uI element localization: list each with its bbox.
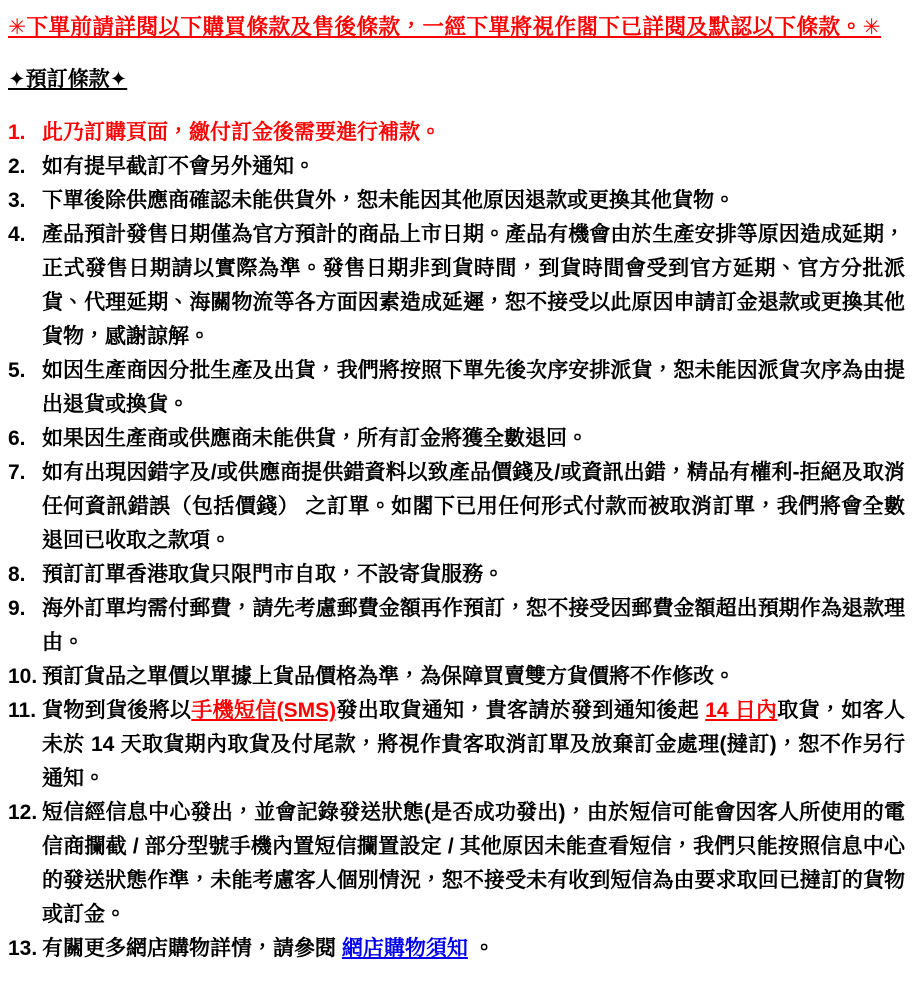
term-segment: 有關更多網店購物詳情，請參閱 (42, 937, 342, 960)
pre-order-warning-banner: ✳下單前請詳閱以下購買條款及售後條款，一經下單將視作閣下已詳閱及默認以下條款。✳ (8, 15, 882, 39)
term-number: 11. (8, 699, 37, 722)
terms-list (8, 116, 905, 966)
term-number: 13. (8, 937, 38, 960)
term-item (8, 592, 905, 660)
term-segment: 手機短信(SMS) (191, 699, 337, 722)
term-number: 12. (8, 801, 38, 824)
term-item (8, 218, 905, 354)
term-item (8, 184, 905, 218)
term-number: 5. (8, 359, 26, 382)
term-number: 7. (8, 461, 26, 484)
term-item (8, 932, 905, 966)
term-item (8, 558, 905, 592)
term-segment: 下單後除供應商確認未能供貨外，恕未能因其他原因退款或更換其他貨物。 (42, 189, 735, 212)
term-number: 6. (8, 427, 26, 450)
term-segment: 貨物到貨後將以 (42, 699, 192, 722)
term-item (8, 422, 905, 456)
term-item (8, 796, 905, 932)
term-segment: 此乃訂購頁面，繳付訂金後需要進行補款。 (42, 121, 441, 144)
term-segment: 如因生產商因分批生產及出貨，我們將按照下單先後次序安排派貨，恕未能因派貨次序為由提出退貨或換貨。 (42, 359, 905, 416)
term-segment: 海外訂單均需付郵費，請先考慮郵費金額再作預訂，恕不接受因郵費金額超出預期作為退款理由。 (42, 597, 905, 654)
term-number: 10. (8, 665, 38, 688)
section-heading-text: ✦預訂條款✦ (8, 68, 128, 91)
term-number: 8. (8, 563, 26, 586)
term-item (8, 456, 905, 558)
term-number: 1. (8, 121, 26, 144)
section-heading (8, 66, 905, 94)
term-number: 9. (8, 597, 26, 620)
shop-guide-link[interactable]: 網店購物須知 (341, 937, 468, 960)
term-segment: 14 日內 (705, 699, 778, 722)
term-segment: 短信經信息中心發出，並會記錄發送狀態(是否成功發出)，由於短信可能會因客人所使用的電信商攔截 / 部分型號手機內置短信攔置設定 / 其他原因未能查看短信，我們只能按照信息中心的發送狀態作準，未能考慮客人個別情況，恕不接受未有收到短信為由要求取回已撻訂的貨物或訂金。 (42, 801, 905, 926)
term-item (8, 694, 905, 796)
term-number: 2. (8, 155, 26, 178)
term-item (8, 660, 905, 694)
term-segment: 產品預計發售日期僅為官方預計的商品上市日期。產品有機會由於生產安排等原因造成延期，正式發售日期請以實際為準。發售日期非到貨時間，到貨時間會受到官方延期、官方分批派貨、代理延期、海關物流等各方面因素造成延遲，恕不接受以此原因申請訂金退款或更換其他貨物，感謝諒解。 (42, 223, 905, 348)
term-item (8, 354, 905, 422)
term-segment: 如有出現因錯字及/或供應商提供錯資料以致產品價錢及/或資訊出錯，精品有權利-拒絕及取消任何資訊錯誤（包括價錢） 之訂單。如閣下已用任何形式付款而被取消訂單，我們將會全數退回已收取之款項。 (42, 461, 905, 552)
term-segment: 。 (467, 937, 495, 960)
term-number: 4. (8, 223, 26, 246)
term-number: 3. (8, 189, 26, 212)
term-segment: 如有提早截訂不會另外通知。 (42, 155, 315, 178)
term-segment: 預訂訂單香港取貨只限門市自取，不設寄貨服務。 (42, 563, 504, 586)
term-segment: 預訂貨品之單價以單據上貨品價格為準，為保障買賣雙方貨價將不作修改。 (42, 665, 735, 688)
term-item (8, 150, 905, 184)
term-segment: 發出取貨通知，貴客請於發到通知後起 (336, 699, 706, 722)
term-segment: 取貨，如客人未於 14 天取貨期內取貨及付尾款，將視作貴客取消訂單及放棄訂金處理(撻訂)，恕不作另行通知。 (42, 699, 905, 790)
term-item (8, 116, 905, 150)
term-segment: 如果因生產商或供應商未能供貨，所有訂金將獲全數退回。 (42, 427, 588, 450)
